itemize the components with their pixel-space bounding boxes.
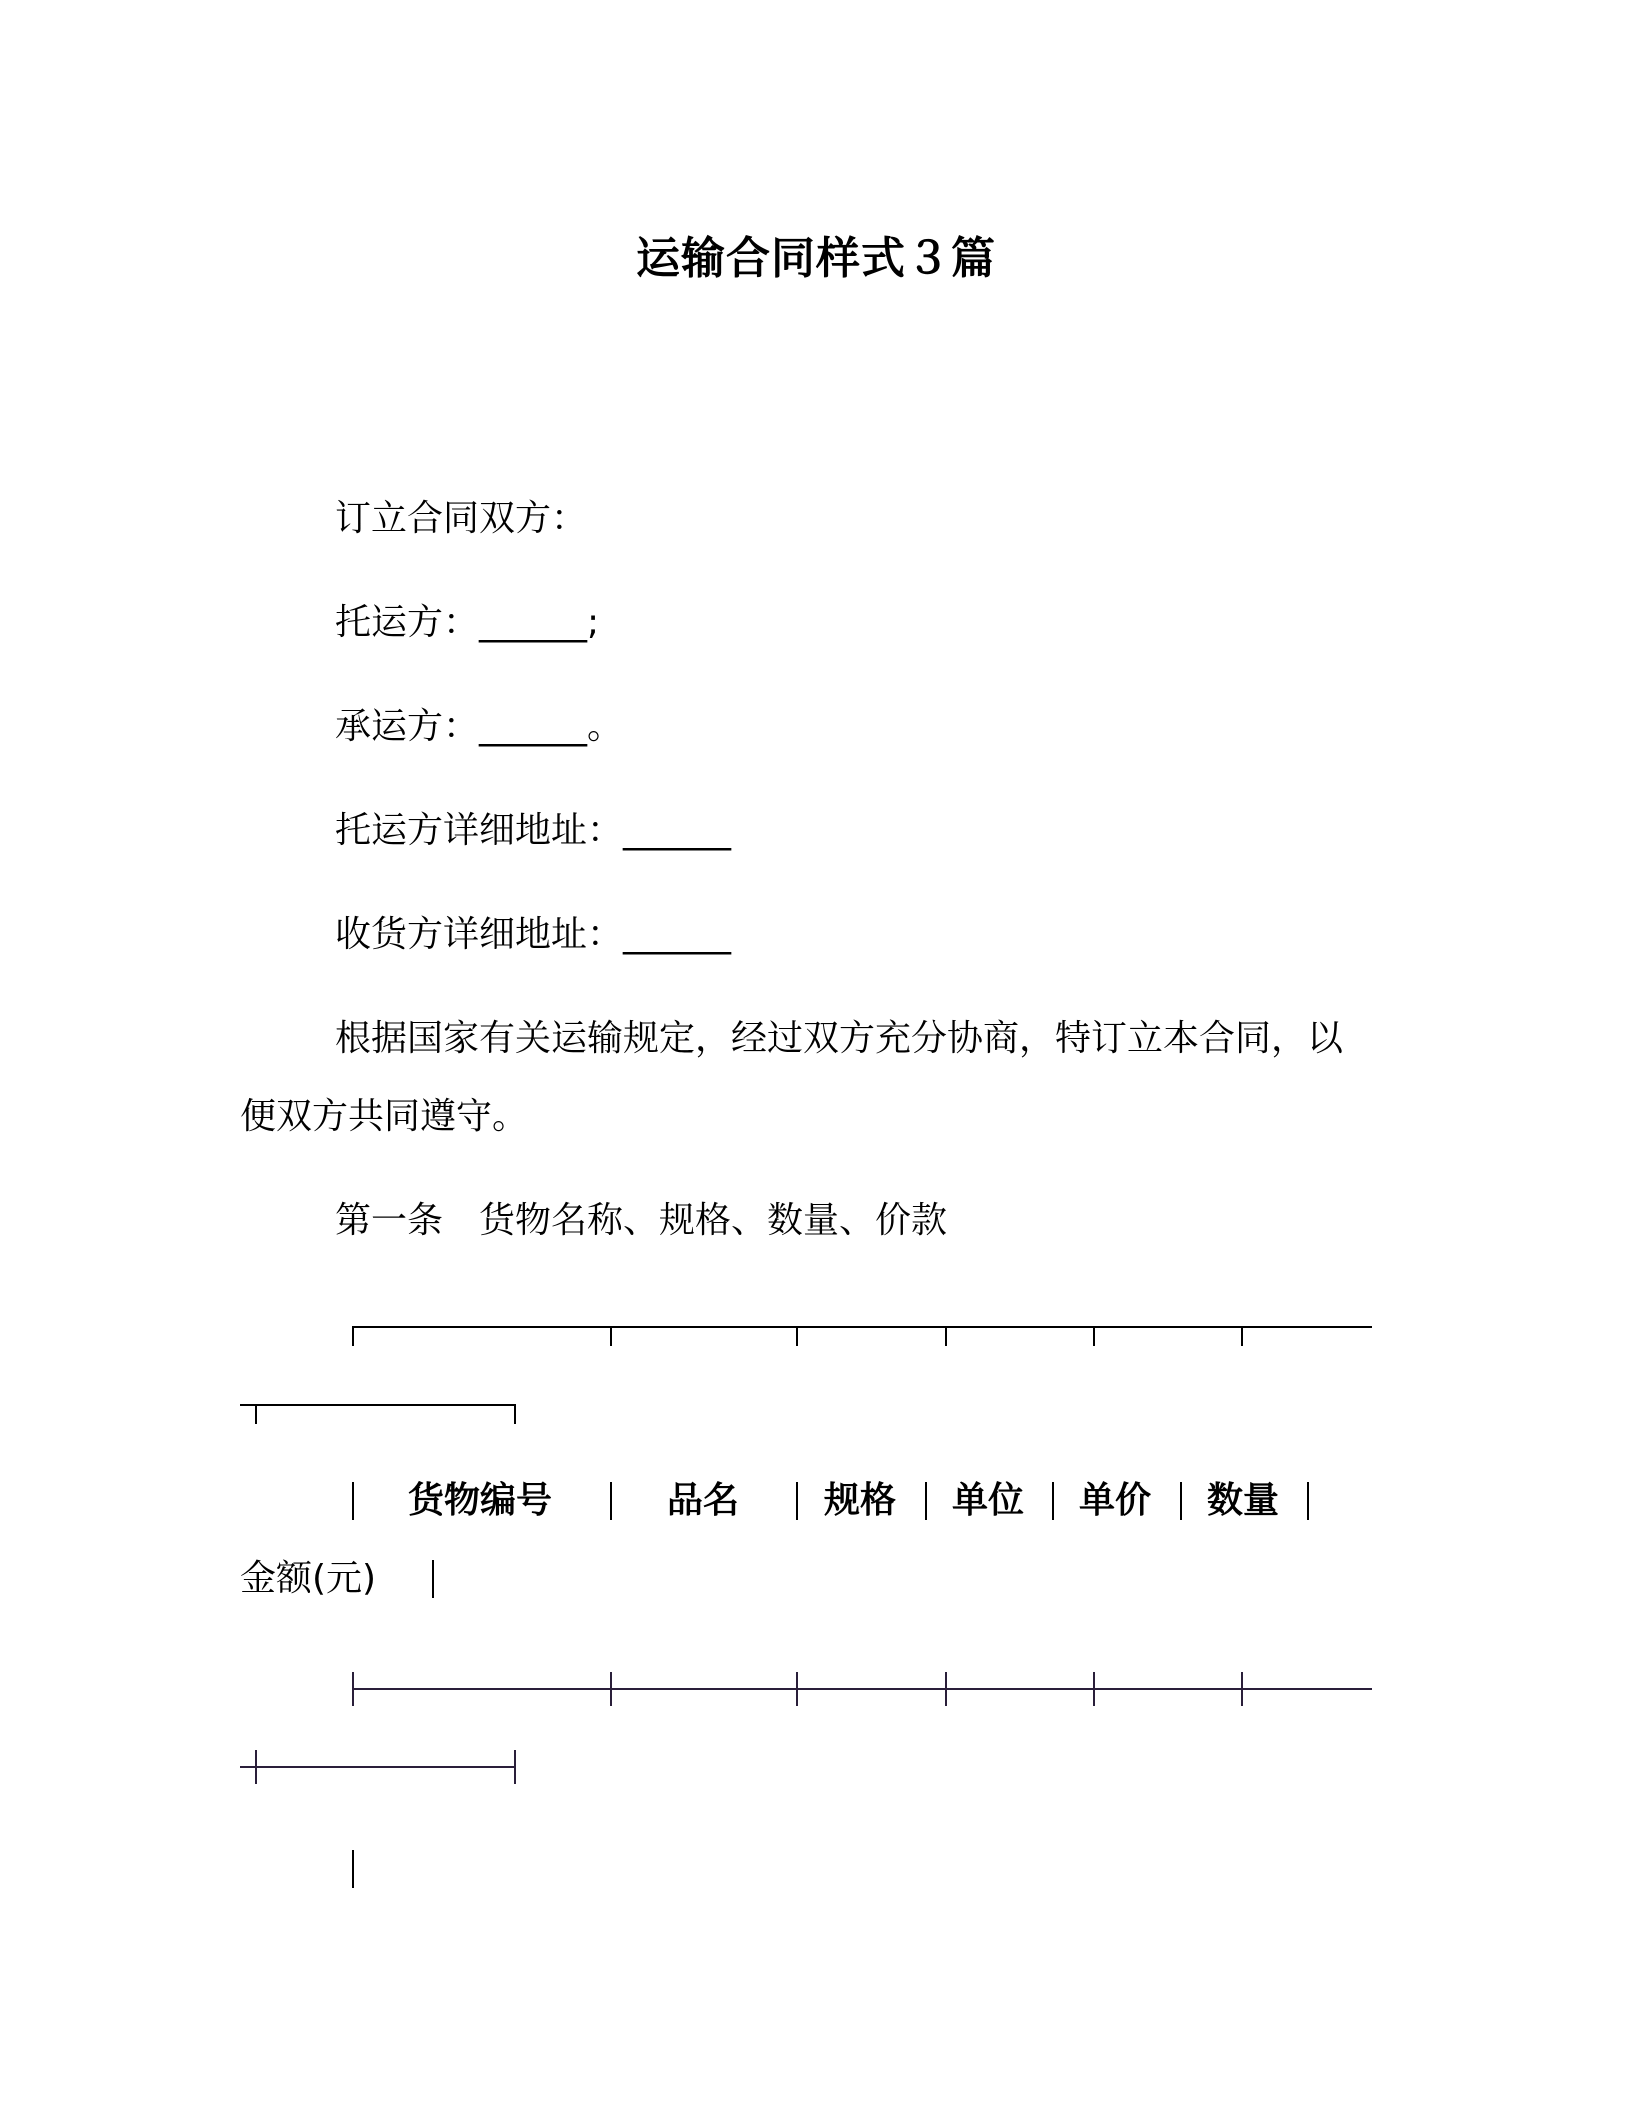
table-row-tick [255,1750,257,1784]
header-cell-product-name: 品名 [667,1480,740,1521]
table-column-separator [925,1482,927,1520]
table-top-rule-wrap [240,1404,516,1406]
table-column-separator [352,1850,354,1888]
table-top-tick [610,1326,612,1346]
table-top-tick [514,1404,516,1424]
table-column-separator [1052,1482,1054,1520]
table-row-rule [352,1688,1372,1690]
table-top-tick [1093,1326,1095,1346]
table-column-separator [352,1482,354,1520]
table-row-tick [514,1750,516,1784]
table-column-separator [1180,1482,1182,1520]
table-top-tick [1241,1326,1243,1346]
shipper-address-line: 托运方详细地址：______ [335,810,732,851]
table-top-tick [255,1404,257,1424]
table-column-separator [610,1482,612,1520]
table-top-tick [352,1326,354,1346]
table-top-tick [945,1326,947,1346]
table-row-tick [610,1672,612,1706]
header-cell-unit-price: 单价 [1079,1480,1152,1521]
table-row-tick [1093,1672,1095,1706]
header-cell-unit: 单位 [952,1480,1025,1521]
header-cell-specification: 规格 [824,1480,897,1521]
table-row-tick [352,1672,354,1706]
consignee-address-line: 收货方详细地址：______ [335,914,732,955]
parties-heading: 订立合同双方： [335,498,588,539]
preamble-line-2: 便双方共同遵守。 [240,1096,529,1137]
article-1-heading: 第一条 货物名称、规格、数量、价款 [335,1200,948,1241]
table-row-tick [796,1672,798,1706]
table-row-rule-wrap [240,1766,516,1768]
preamble-line-1: 根据国家有关运输规定，经过双方充分协商，特订立本合同，以 [335,1018,1344,1059]
table-column-separator [432,1560,434,1598]
page-title: 运输合同样式３篇 [636,233,996,284]
table-column-separator [796,1482,798,1520]
header-cell-goods-number: 货物编号 [408,1480,553,1521]
table-column-separator [1307,1482,1309,1520]
header-cell-quantity: 数量 [1207,1480,1280,1521]
carrier-line: 承运方：______。 [335,706,624,747]
table-row-tick [1241,1672,1243,1706]
shipper-line: 托运方：______; [335,602,600,643]
header-cell-amount: 金额(元) [240,1558,377,1599]
table-row-tick [945,1672,947,1706]
table-top-tick [796,1326,798,1346]
table-top-rule [352,1326,1372,1328]
